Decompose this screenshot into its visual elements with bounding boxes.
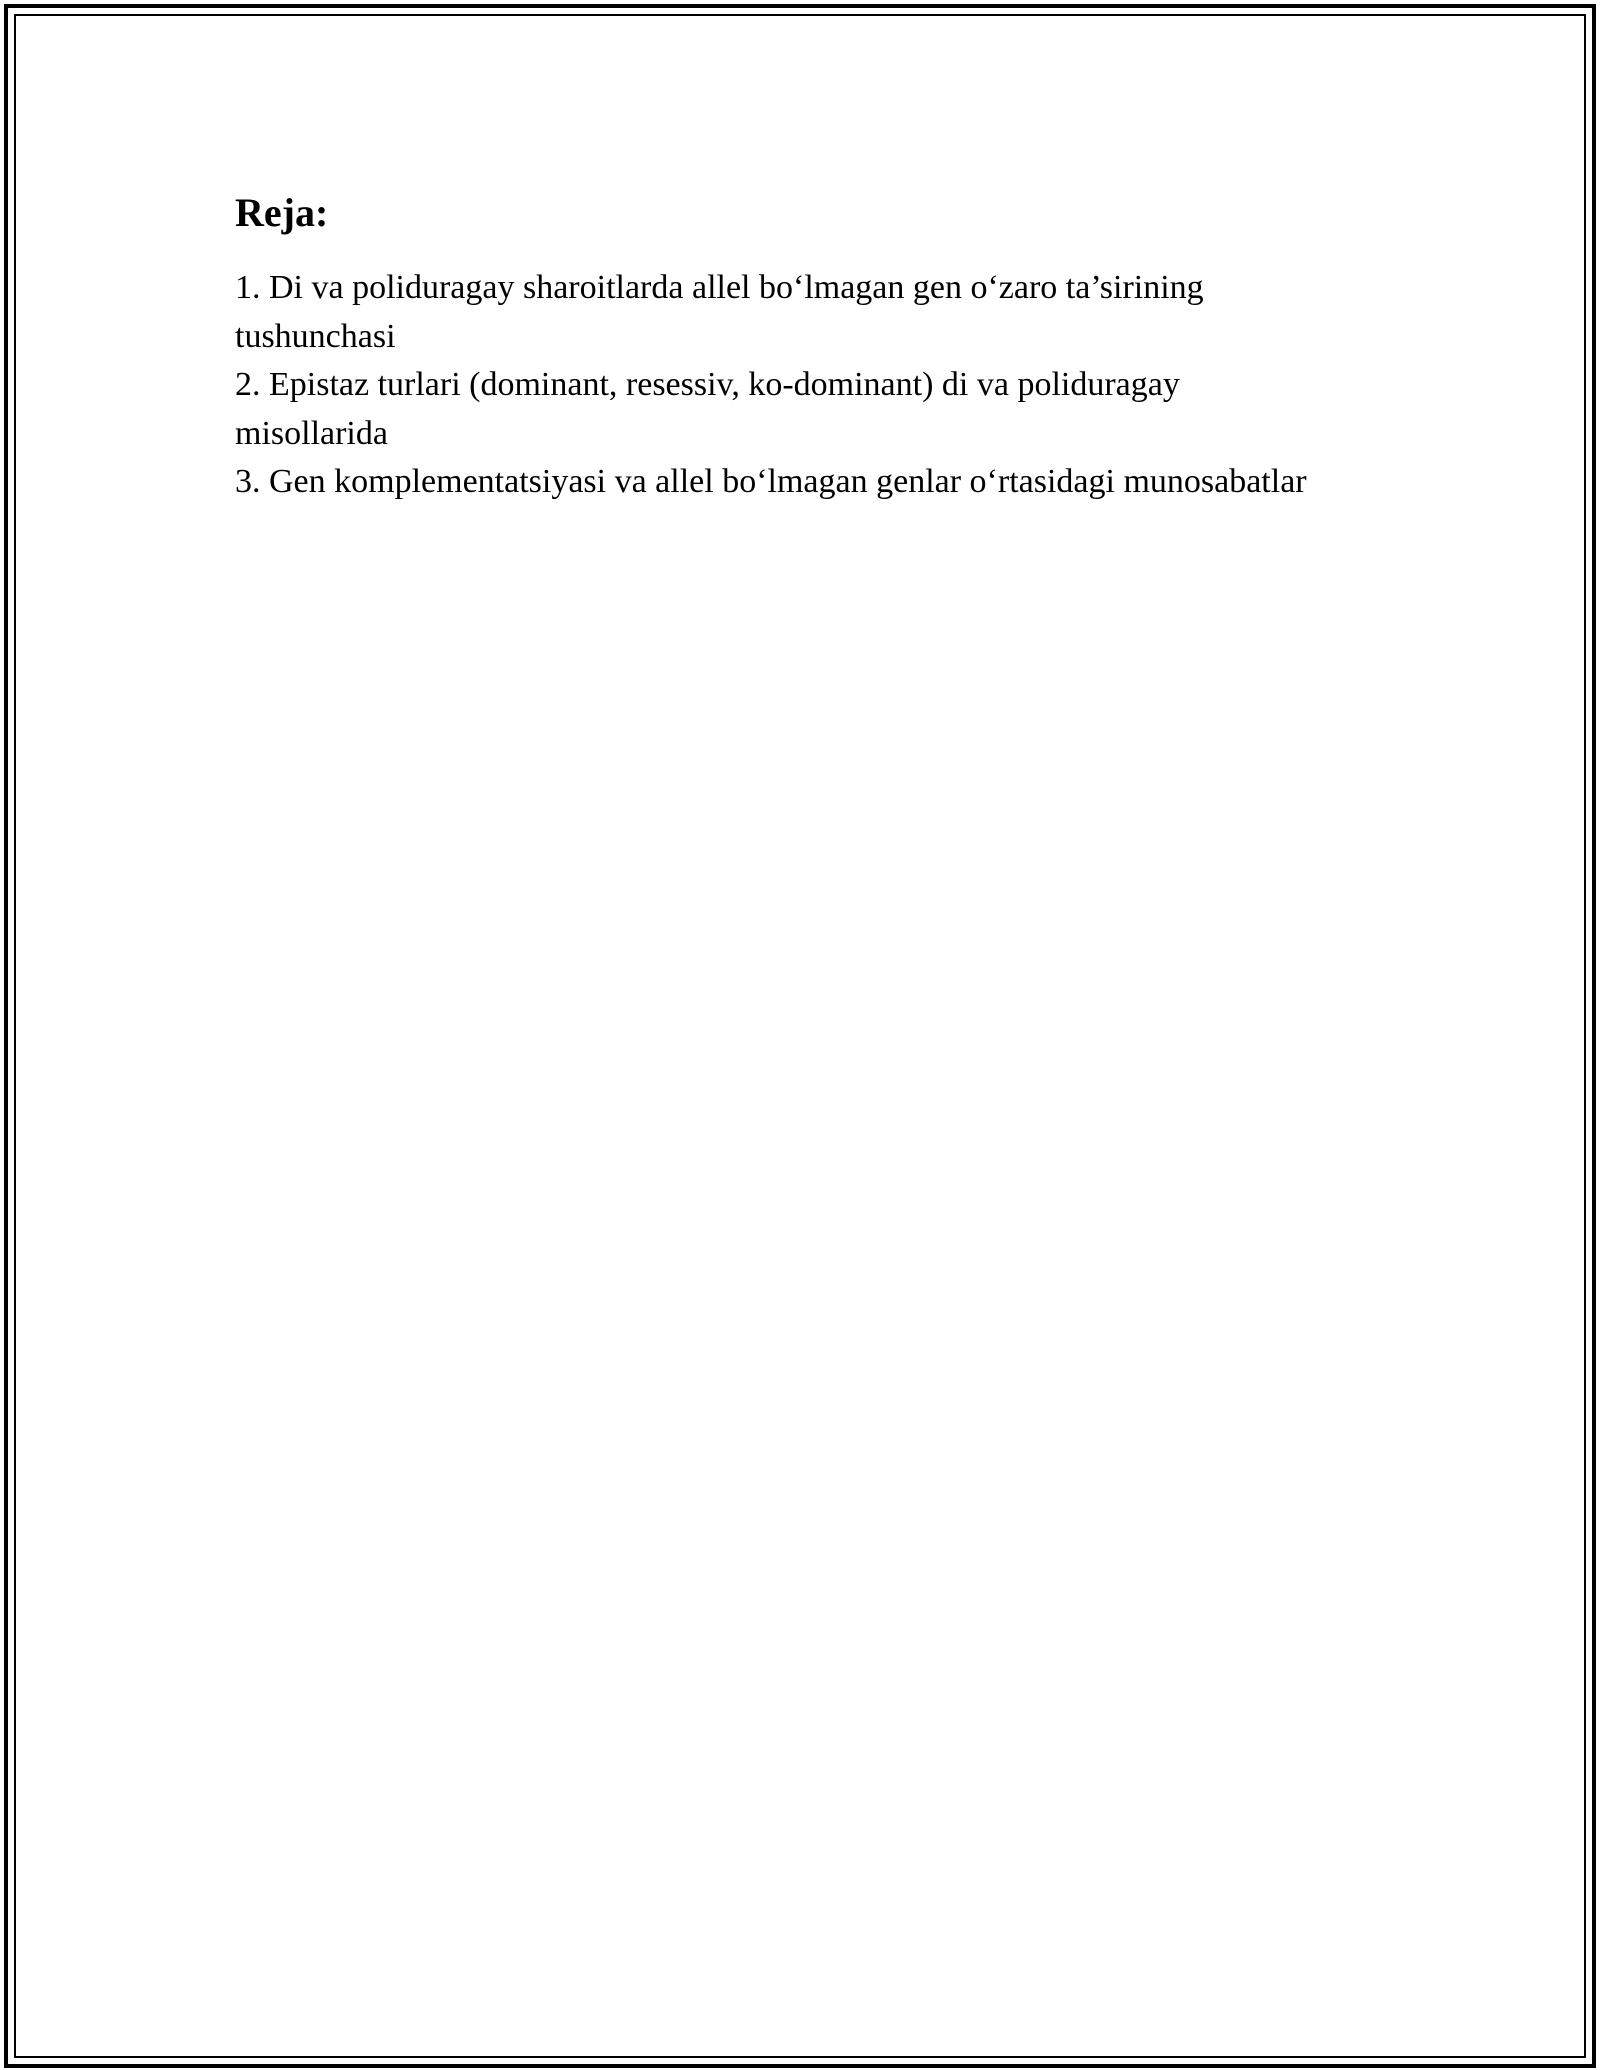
plan-item-2: 2. Epistaz turlari (dominant, resessiv, ko-dominant) di va poliduragay misollarida: [235, 366, 1180, 452]
page-content: [235, 188, 1365, 507]
plan-heading: Reja:: [235, 190, 329, 235]
plan-list: [235, 264, 1365, 507]
plan-item-1: 1. Di va poliduragay sharoitlarda allel bo‘lmagan gen o‘zaro ta’sirining tushunchasi: [235, 269, 1204, 355]
plan-item-3: 3. Gen komplementatsiyasi va allel bo‘lmagan genlar o‘rtasidagi munosabatlar: [235, 463, 1307, 500]
